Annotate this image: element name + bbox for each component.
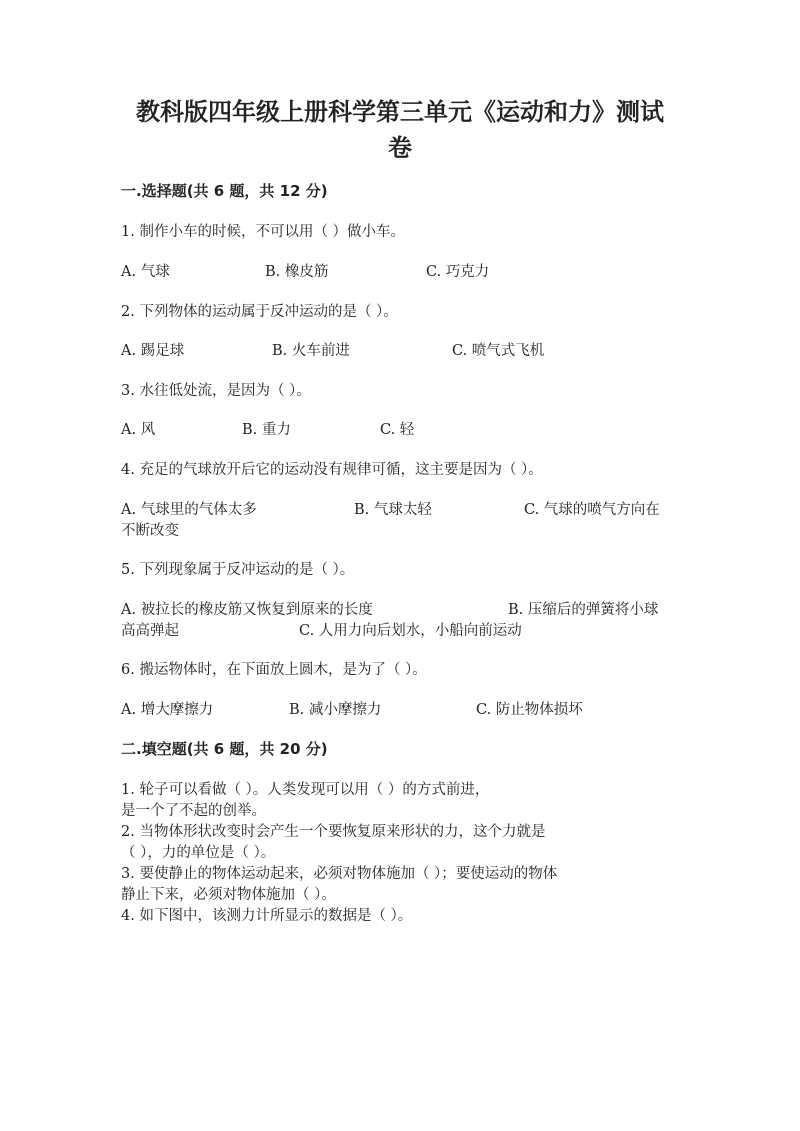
option-c: C. 防止物体损坏	[476, 702, 583, 718]
option-b: B. 橡皮筋	[265, 264, 329, 280]
fill-in-line: 4. 如下图中，该测力计所显示的数据是（ ）。	[121, 908, 413, 924]
option-a: A. 气球	[121, 264, 170, 280]
fill-in-line: （ ），力的单位是（ ）。	[121, 845, 276, 861]
question-stem: 6. 搬运物体时，在下面放上圆木，是为了（ ）。	[121, 662, 427, 678]
option-c: C. 轻	[380, 422, 415, 438]
page-title	[100, 94, 700, 166]
option-a: A. 踢足球	[121, 343, 185, 359]
fill-in-line: 静止下来，必须对物体施加（ ）。	[121, 887, 336, 903]
option-c: C. 气球的喷气方向在	[524, 502, 660, 518]
section-heading-choice: 一.选择题(共 6 题，共 12 分)	[121, 182, 328, 200]
option-c: C. 人用力向后划水，小船向前运动	[299, 623, 522, 639]
section-heading-fill-in: 二.填空题(共 6 题，共 20 分)	[121, 740, 328, 758]
question-stem: 3. 水往低处流，是因为（ ）。	[121, 383, 311, 399]
fill-in-line: 是一个了不起的创举。	[121, 803, 266, 819]
fill-in-line: 1. 轮子可以看做（ ）。人类发现可以用（ ）的方式前进，	[121, 782, 490, 798]
option-b: B. 减小摩擦力	[289, 702, 382, 718]
option-b: B. 火车前进	[272, 343, 350, 359]
question-stem: 5. 下列现象属于反冲运动的是（ ）。	[121, 562, 355, 578]
fill-in-line: 2. 当物体形状改变时会产生一个要恢复原来形状的力，这个力就是	[121, 824, 546, 840]
option-b-continued: 高高弹起	[121, 623, 179, 639]
title-line-2: 卷	[388, 134, 412, 162]
option-a: A. 气球里的气体太多	[121, 502, 257, 518]
option-c: C. 喷气式飞机	[452, 343, 545, 359]
question-stem: 4. 充足的气球放开后它的运动没有规律可循，这主要是因为（ ）。	[121, 462, 543, 478]
option-b: B. 压缩后的弹簧将小球	[508, 602, 659, 618]
option-c-continued: 不断改变	[121, 523, 179, 539]
option-a: A. 风	[121, 422, 156, 438]
option-c: C. 巧克力	[426, 264, 490, 280]
option-b: B. 重力	[242, 422, 291, 438]
fill-in-line: 3. 要使静止的物体运动起来，必须对物体施加（ ）；要使运动的物体	[121, 866, 558, 882]
question-stem: 2. 下列物体的运动属于反冲运动的是（ ）。	[121, 304, 398, 320]
option-b: B. 气球太轻	[354, 502, 432, 518]
option-a: A. 增大摩擦力	[121, 702, 214, 718]
question-stem: 1. 制作小车的时候，不可以用（ ）做小车。	[121, 224, 406, 240]
title-line-1: 教科版四年级上册科学第三单元《运动和力》测试	[136, 98, 664, 126]
option-a: A. 被拉长的橡皮筋又恢复到原来的长度	[121, 602, 373, 618]
